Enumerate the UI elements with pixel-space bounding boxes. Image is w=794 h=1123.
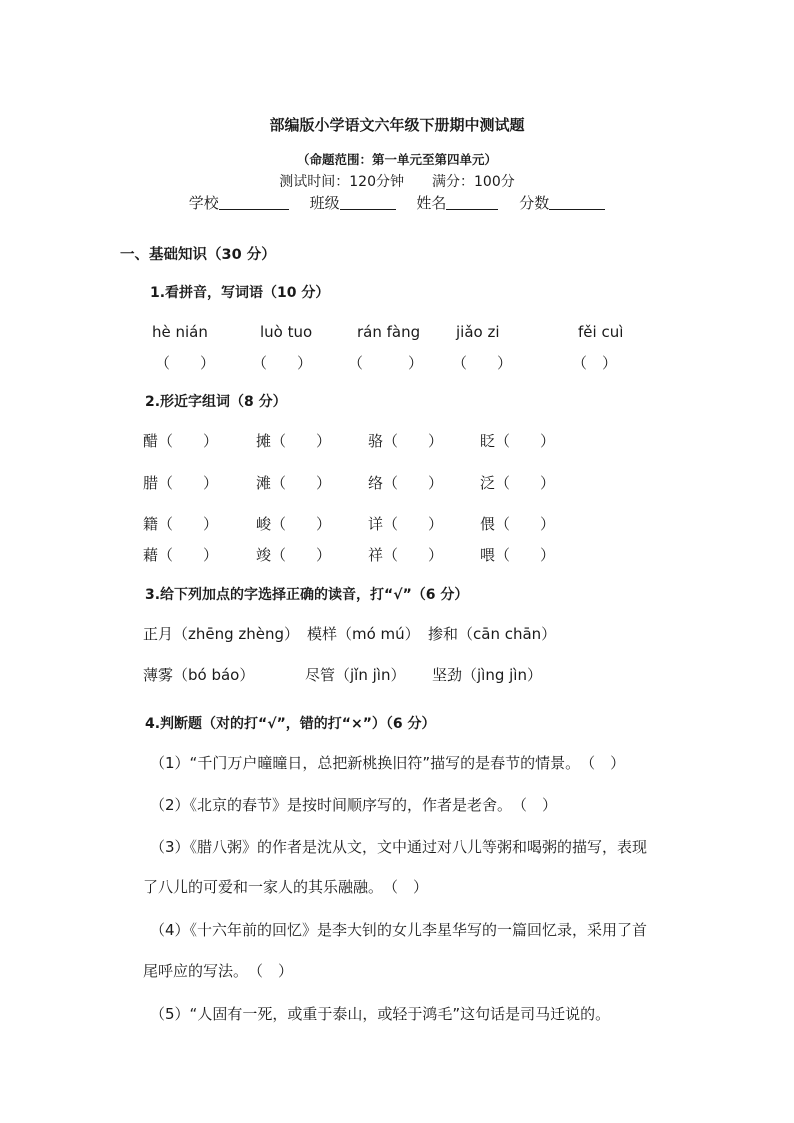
pinyin-1: hè nián <box>152 323 208 341</box>
class-label: 班级 <box>309 194 340 212</box>
word-cell[interactable]: 骆（ ） <box>368 432 444 450</box>
answer-blank-3[interactable]: （ ） <box>348 354 424 372</box>
pinyin-4: jiǎo zi <box>456 323 500 341</box>
q2-heading: 2.形近字组词（8 分） <box>145 394 287 410</box>
q4-heading: 4.判断题（对的打“√”，错的打“×”）（6 分） <box>145 716 436 732</box>
pinyin-5: fěi cuì <box>578 323 624 341</box>
judge-item-5: （5）“人固有一死，或重于泰山，或轻于鸿毛”这句话是司马迁说的。 <box>150 1005 611 1023</box>
judge-item-4: （4）《十六年前的回忆》是李大钊的女儿李星华写的一篇回忆录，采用了首 <box>150 921 648 939</box>
word-cell[interactable]: 醋（ ） <box>143 432 219 450</box>
class-blank[interactable] <box>340 195 396 210</box>
word-cell[interactable]: 籍（ ） <box>143 515 219 533</box>
reading-item[interactable]: 薄雾（bó báo） <box>143 666 255 684</box>
scope-note: （命题范围：第一单元至第四单元） <box>296 152 497 167</box>
reading-item[interactable]: 掺和（cān chān） <box>428 625 557 643</box>
points-label: 分数 <box>519 194 550 212</box>
word-cell[interactable]: 腊（ ） <box>143 474 219 492</box>
word-cell[interactable]: 偎（ ） <box>480 515 556 533</box>
test-time: 测试时间：120分钟 <box>279 174 404 190</box>
answer-blank-4[interactable]: （ ） <box>452 354 513 372</box>
word-cell[interactable]: 摊（ ） <box>256 432 332 450</box>
pinyin-3: rán fàng <box>357 323 421 341</box>
answer-blank-1[interactable]: （ ） <box>155 354 216 372</box>
word-cell[interactable]: 络（ ） <box>368 474 444 492</box>
page-title: 部编版小学语文六年级下册期中测试题 <box>269 116 525 134</box>
judge-item-3-cont: 了八儿的可爱和一家人的其乐融融。 （ ） <box>143 878 429 896</box>
school-label: 学校 <box>188 194 219 212</box>
word-cell[interactable]: 祥（ ） <box>368 546 444 564</box>
judge-item-3: （3）《腊八粥》的作者是沈从文，文中通过对八儿等粥和喝粥的描写，表现 <box>150 838 648 856</box>
word-cell[interactable]: 藉（ ） <box>143 546 219 564</box>
word-cell[interactable]: 滩（ ） <box>256 474 332 492</box>
pinyin-2: luò tuo <box>260 323 313 341</box>
word-cell[interactable]: 峻（ ） <box>256 515 332 533</box>
judge-item-1: （1）“千门万户曈曈日，总把新桃换旧符”描写的是春节的情景。 （ ） <box>150 754 626 772</box>
name-blank[interactable] <box>446 195 498 210</box>
school-blank[interactable] <box>219 195 289 210</box>
answer-blank-2[interactable]: （ ） <box>252 354 313 372</box>
reading-item[interactable]: 正月（zhēng zhèng） <box>143 625 300 643</box>
q1-heading: 1.看拼音，写词语（10 分） <box>150 285 330 301</box>
judge-item-4-cont: 尾呼应的写法。 （ ） <box>143 962 294 980</box>
word-cell[interactable]: 泛（ ） <box>480 474 556 492</box>
student-info-line <box>0 192 794 213</box>
word-cell[interactable]: 详（ ） <box>368 515 444 533</box>
word-cell[interactable]: 喂（ ） <box>480 546 556 564</box>
name-label: 姓名 <box>416 194 447 212</box>
points-blank[interactable] <box>549 195 605 210</box>
judge-item-2: （2）《北京的春节》是按时间顺序写的，作者是老舍。 （ ） <box>150 796 558 814</box>
time-score-line <box>0 171 794 191</box>
answer-blank-5[interactable]: （ ） <box>572 354 618 372</box>
word-cell[interactable]: 眨（ ） <box>480 432 556 450</box>
reading-item[interactable]: 模样（mó mú） <box>307 625 420 643</box>
section-heading: 一、基础知识（30 分） <box>120 247 276 263</box>
full-score: 满分：100分 <box>432 174 515 190</box>
word-cell[interactable]: 竣（ ） <box>256 546 332 564</box>
q3-heading: 3.给下列加点的字选择正确的读音，打“√”（6 分） <box>145 587 469 603</box>
reading-item[interactable]: 尽管（jǐn jìn） <box>305 666 406 684</box>
reading-item[interactable]: 坚劲（jìng jìn） <box>432 666 542 684</box>
